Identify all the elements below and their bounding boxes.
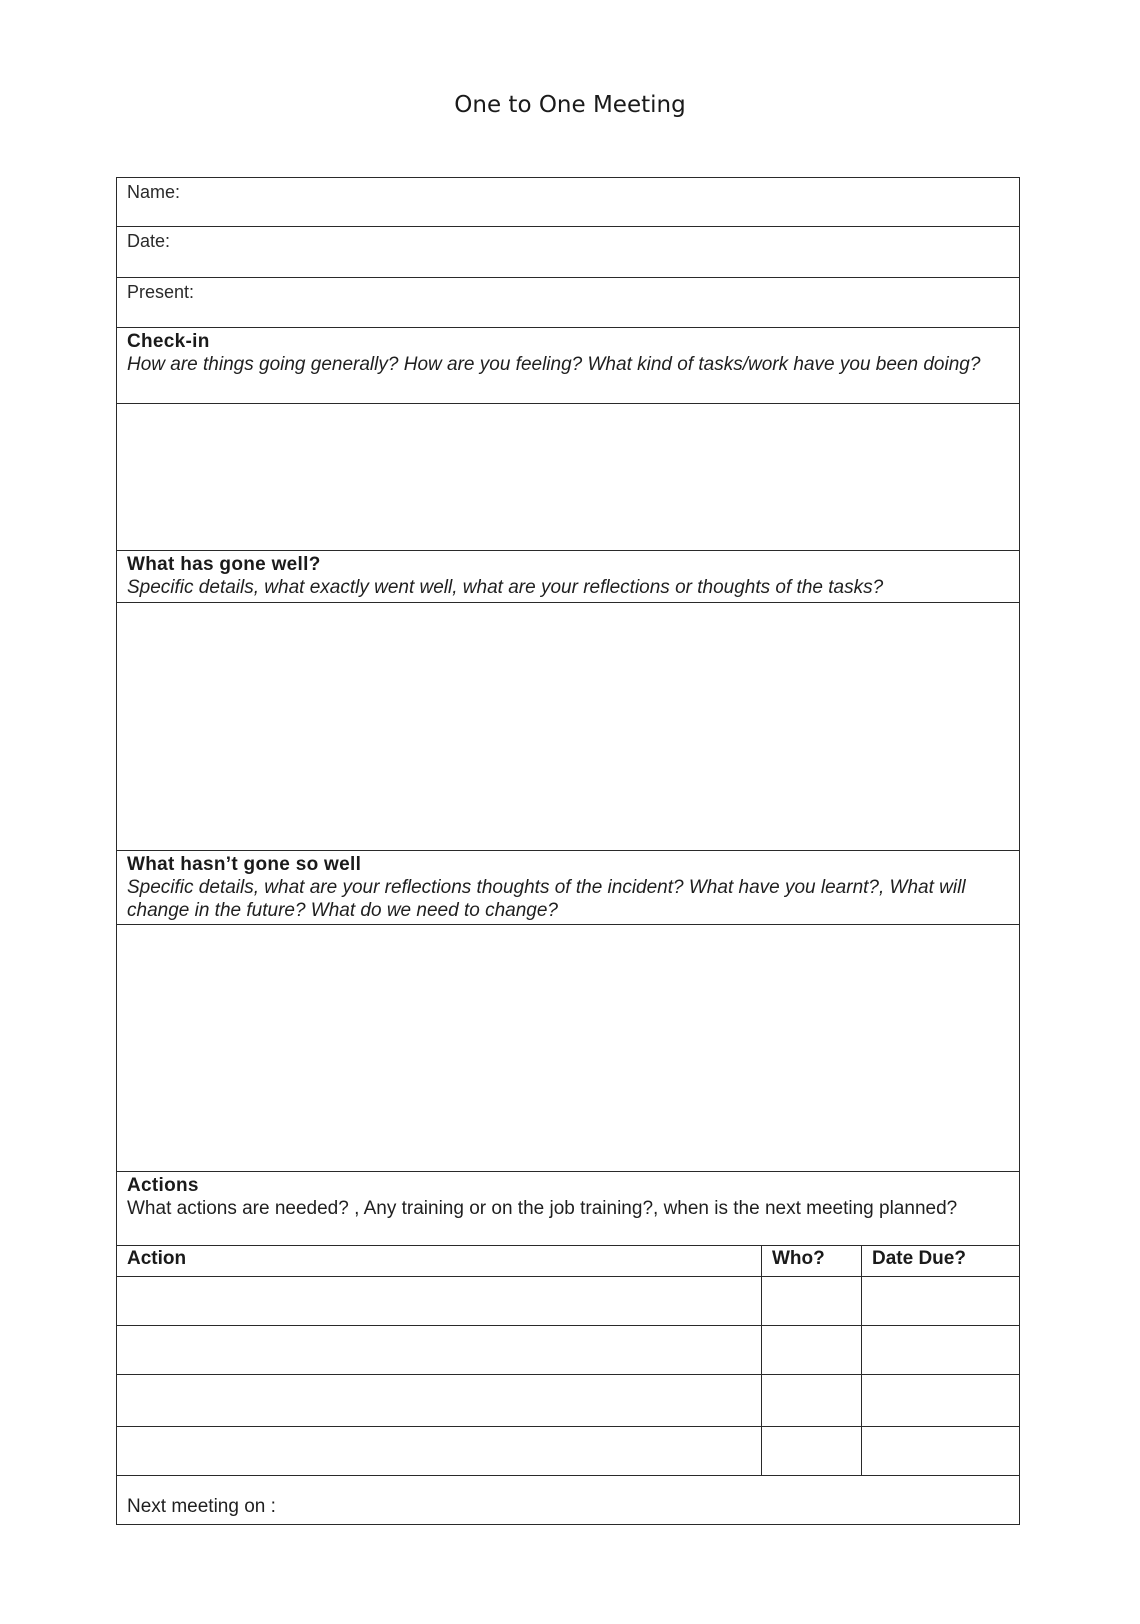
present-label: Present: <box>127 282 195 302</box>
date-due-cell[interactable] <box>862 1277 1019 1325</box>
who-cell[interactable] <box>762 1375 862 1426</box>
present-field[interactable] <box>117 278 1019 328</box>
date-due-cell[interactable] <box>862 1326 1019 1374</box>
who-cell[interactable] <box>762 1427 862 1475</box>
gone-well-header <box>117 551 1019 603</box>
page-title: One to One Meeting <box>454 92 686 118</box>
action-cell[interactable] <box>117 1277 762 1325</box>
date-field[interactable] <box>117 227 1019 278</box>
not-well-header <box>117 851 1019 925</box>
date-due-cell[interactable] <box>862 1375 1019 1426</box>
action-cell[interactable] <box>117 1326 762 1374</box>
actions-heading: Actions <box>127 1175 199 1196</box>
meeting-form <box>116 177 1020 1525</box>
not-well-heading: What hasn’t gone so well <box>127 854 362 875</box>
who-cell[interactable] <box>762 1277 862 1325</box>
table-row <box>117 1427 1019 1476</box>
gone-well-prompt: Specific details, what exactly went well, what are your reflections or thoughts of the tasks? <box>127 577 884 598</box>
action-cell[interactable] <box>117 1375 762 1426</box>
column-header-who: Who? <box>762 1246 862 1276</box>
name-label: Name: <box>127 182 181 202</box>
date-due-cell[interactable] <box>862 1427 1019 1475</box>
next-meeting-field[interactable] <box>117 1476 1019 1524</box>
who-cell[interactable] <box>762 1326 862 1374</box>
table-row <box>117 1277 1019 1326</box>
gone-well-answer[interactable] <box>117 603 1019 851</box>
check-in-answer[interactable] <box>117 404 1019 551</box>
not-well-answer[interactable] <box>117 925 1019 1172</box>
column-header-action: Action <box>117 1246 762 1276</box>
table-row <box>117 1375 1019 1427</box>
name-field[interactable] <box>117 178 1019 227</box>
next-meeting-label: Next meeting on : <box>127 1496 276 1517</box>
action-cell[interactable] <box>117 1427 762 1475</box>
gone-well-heading: What has gone well? <box>127 554 321 575</box>
not-well-prompt: Specific details, what are your reflections thoughts of the incident? What have you learnt?, What will change in the future? What do we need to change? <box>127 877 966 921</box>
date-label: Date: <box>127 231 171 251</box>
actions-table-header <box>117 1246 1019 1277</box>
column-header-date-due: Date Due? <box>872 1248 966 1269</box>
actions-header <box>117 1172 1019 1246</box>
check-in-heading: Check-in <box>127 331 210 352</box>
check-in-header <box>117 328 1019 404</box>
check-in-prompt: How are things going generally? How are you feeling? What kind of tasks/work have you been doing? <box>127 354 981 375</box>
actions-prompt: What actions are needed? , Any training or on the job training?, when is the next meeting planned? <box>127 1198 958 1219</box>
table-row <box>117 1326 1019 1375</box>
